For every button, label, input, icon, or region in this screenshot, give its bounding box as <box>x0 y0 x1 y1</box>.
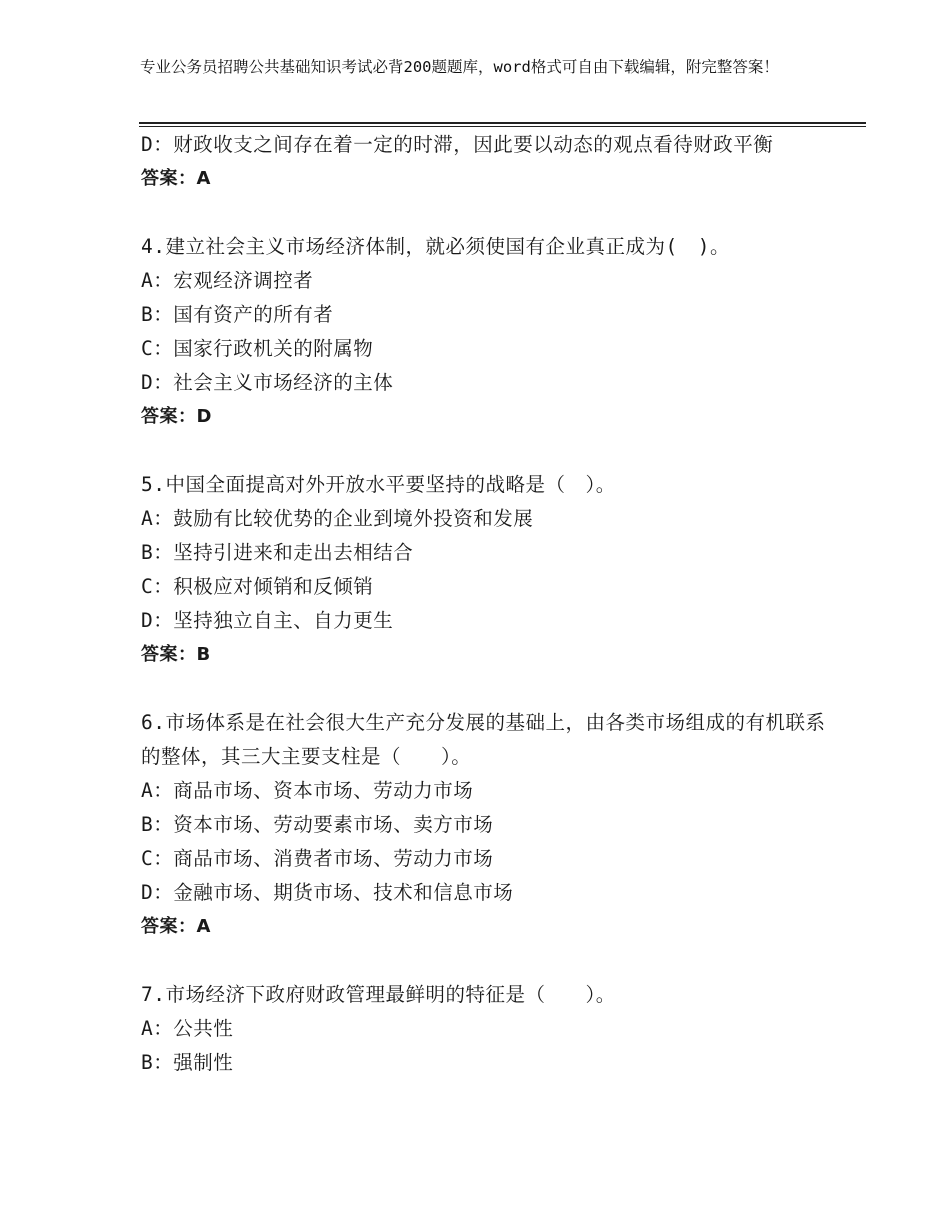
option-a: A：宏观经济调控者 <box>141 269 314 292</box>
option-d: D：坚持独立自主、自力更生 <box>141 609 394 632</box>
option-d: D：社会主义市场经济的主体 <box>141 371 394 394</box>
option-d: D：金融市场、期货市场、技术和信息市场 <box>141 881 514 904</box>
option-b: B：资本市场、劳动要素市场、卖方市场 <box>141 813 494 836</box>
header-divider-thick <box>139 122 866 124</box>
option-d: D：财政收支之间存在着一定的时滞，因此要以动态的观点看待财政平衡 <box>141 133 774 156</box>
answer-label: 答案：A <box>141 168 211 189</box>
option-a: A：鼓励有比较优势的企业到境外投资和发展 <box>141 507 534 530</box>
option-c: C：国家行政机关的附属物 <box>141 337 374 360</box>
question-stem: 5.中国全面提高对外开放水平要坚持的战略是（ ）。 <box>141 473 616 496</box>
answer-label: 答案：D <box>141 406 212 427</box>
option-a: A：商品市场、资本市场、劳动力市场 <box>141 779 474 802</box>
option-c: C：商品市场、消费者市场、劳动力市场 <box>141 847 494 870</box>
page-header <box>140 56 840 78</box>
question-content <box>141 128 831 1080</box>
question-7 <box>141 978 831 1080</box>
option-b: B：强制性 <box>141 1051 234 1074</box>
question-6 <box>141 706 831 944</box>
question-stem: 4.建立社会主义市场经济体制，就必须使国有企业真正成为( )。 <box>141 235 730 258</box>
previous-question-tail <box>141 128 831 196</box>
header-divider-thin <box>139 126 866 127</box>
question-4 <box>141 230 831 434</box>
option-b: B：坚持引进来和走出去相结合 <box>141 541 414 564</box>
header-text: 专业公务员招聘公共基础知识考试必背200题题库，word格式可自由下载编辑，附完整答案！ <box>140 58 779 76</box>
option-c: C：积极应对倾销和反倾销 <box>141 575 374 598</box>
question-5 <box>141 468 831 672</box>
option-b: B：国有资产的所有者 <box>141 303 334 326</box>
answer-label: 答案：A <box>141 916 211 937</box>
answer-label: 答案：B <box>141 644 211 665</box>
question-stem: 6.市场体系是在社会很大生产充分发展的基础上，由各类市场组成的有机联系的整体，其三大主要支柱是（ ）。 <box>141 711 826 768</box>
option-a: A：公共性 <box>141 1017 234 1040</box>
question-stem: 7.市场经济下政府财政管理最鲜明的特征是（ ）。 <box>141 983 616 1006</box>
